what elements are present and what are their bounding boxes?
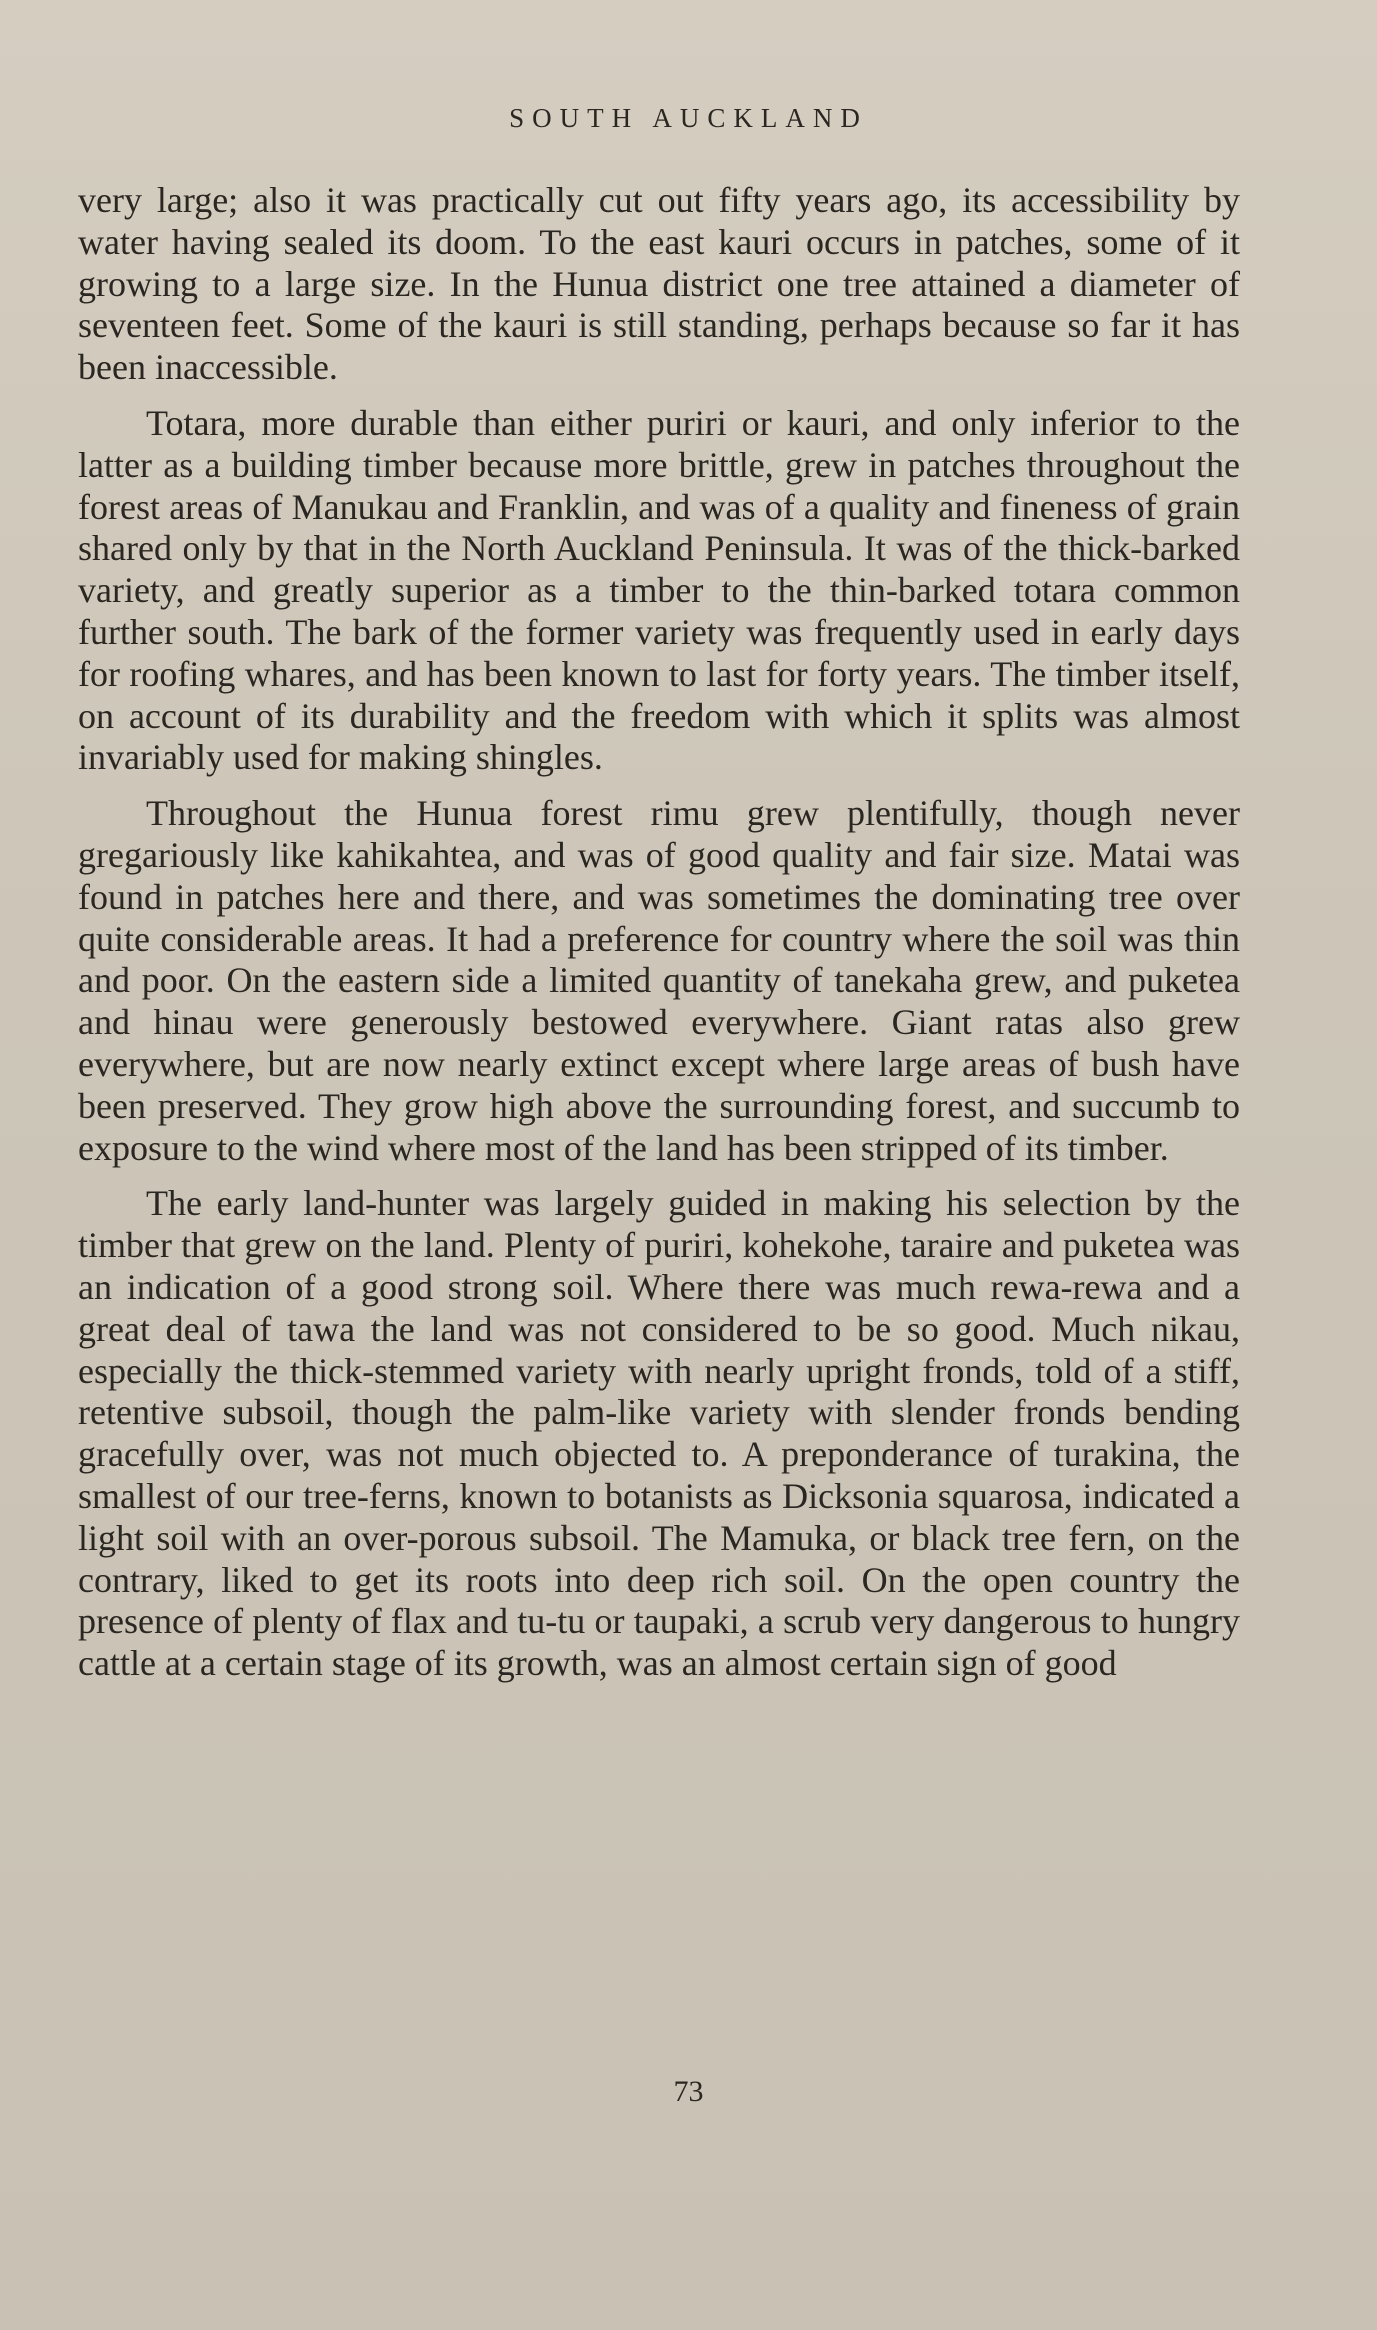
- running-head: SOUTH AUCKLAND: [509, 103, 868, 133]
- paragraph-land-hunter: The early land-hunter was largely guided in making his selection by the timber that grew on the land. Plenty of puriri, kohekohe, taraire and puketea was an indication of a good strong soil. Where there was much rewa-rewa and a great deal of tawa the land was not considered to be so good. Much nikau, especially the thick-stemmed variety with nearly upright fronds, told of a stiff, retentive subsoil, though the palm-like variety with slender fronds bending gracefully over, was not much objected to. A preponderance of turakina, the smallest of our tree-ferns, known to botanists as Dicksonia squarosa, indicated a light soil with an over-porous subsoil. The Mamuka, or black tree fern, on the contrary, liked to get its roots into deep rich soil. On the open country the presence of plenty of flax and tu-tu or taupaki, a scrub very dangerous to hungry cattle at a certain stage of its growth, was an almost certain sign of good: [78, 1183, 1240, 1684]
- page-number: 73: [673, 2075, 704, 2108]
- paragraph-totara: Totara, more durable than either puriri or kauri, and only inferior to the latter as a building timber because more brittle, grew in patches throughout the forest areas of Manukau and Franklin, and was of a quality and fineness of grain shared only by that in the North Auckland Peninsula. It was of the thick-barked variety, and greatly superior as a timber to the thin-barked totara common further south. The bark of the former variety was frequently used in early days for roofing whares, and has been known to last for forty years. The timber itself, on account of its durability and the freedom with which it splits was almost invariably used for making shingles.: [78, 402, 1240, 778]
- paragraph-continued: very large; also it was practically cut out fifty years ago, its accessibility by water having sealed its doom. To the east kauri occurs in patches, some of it growing to a large size. In the Hunua district one tree attained a diameter of seventeen feet. Some of the kauri is still standing, perhaps because so far it has been inaccessible.: [78, 180, 1240, 388]
- body-text: [78, 180, 1240, 1699]
- paragraph-hunua-forest: Throughout the Hunua forest rimu grew plentifully, though never gregariously like kahikahtea, and was of good quality and fair size. Matai was found in patches here and there, and was sometimes the dominating tree over quite considerable areas. It had a preference for country where the soil was thin and poor. On the eastern side a limited quantity of tanekaha grew, and puketea and hinau were generously bestowed everywhere. Giant ratas also grew everywhere, but are now nearly extinct except where large areas of bush have been preserved. They grow high above the surrounding forest, and succumb to exposure to the wind where most of the land has been stripped of its timber.: [78, 793, 1240, 1168]
